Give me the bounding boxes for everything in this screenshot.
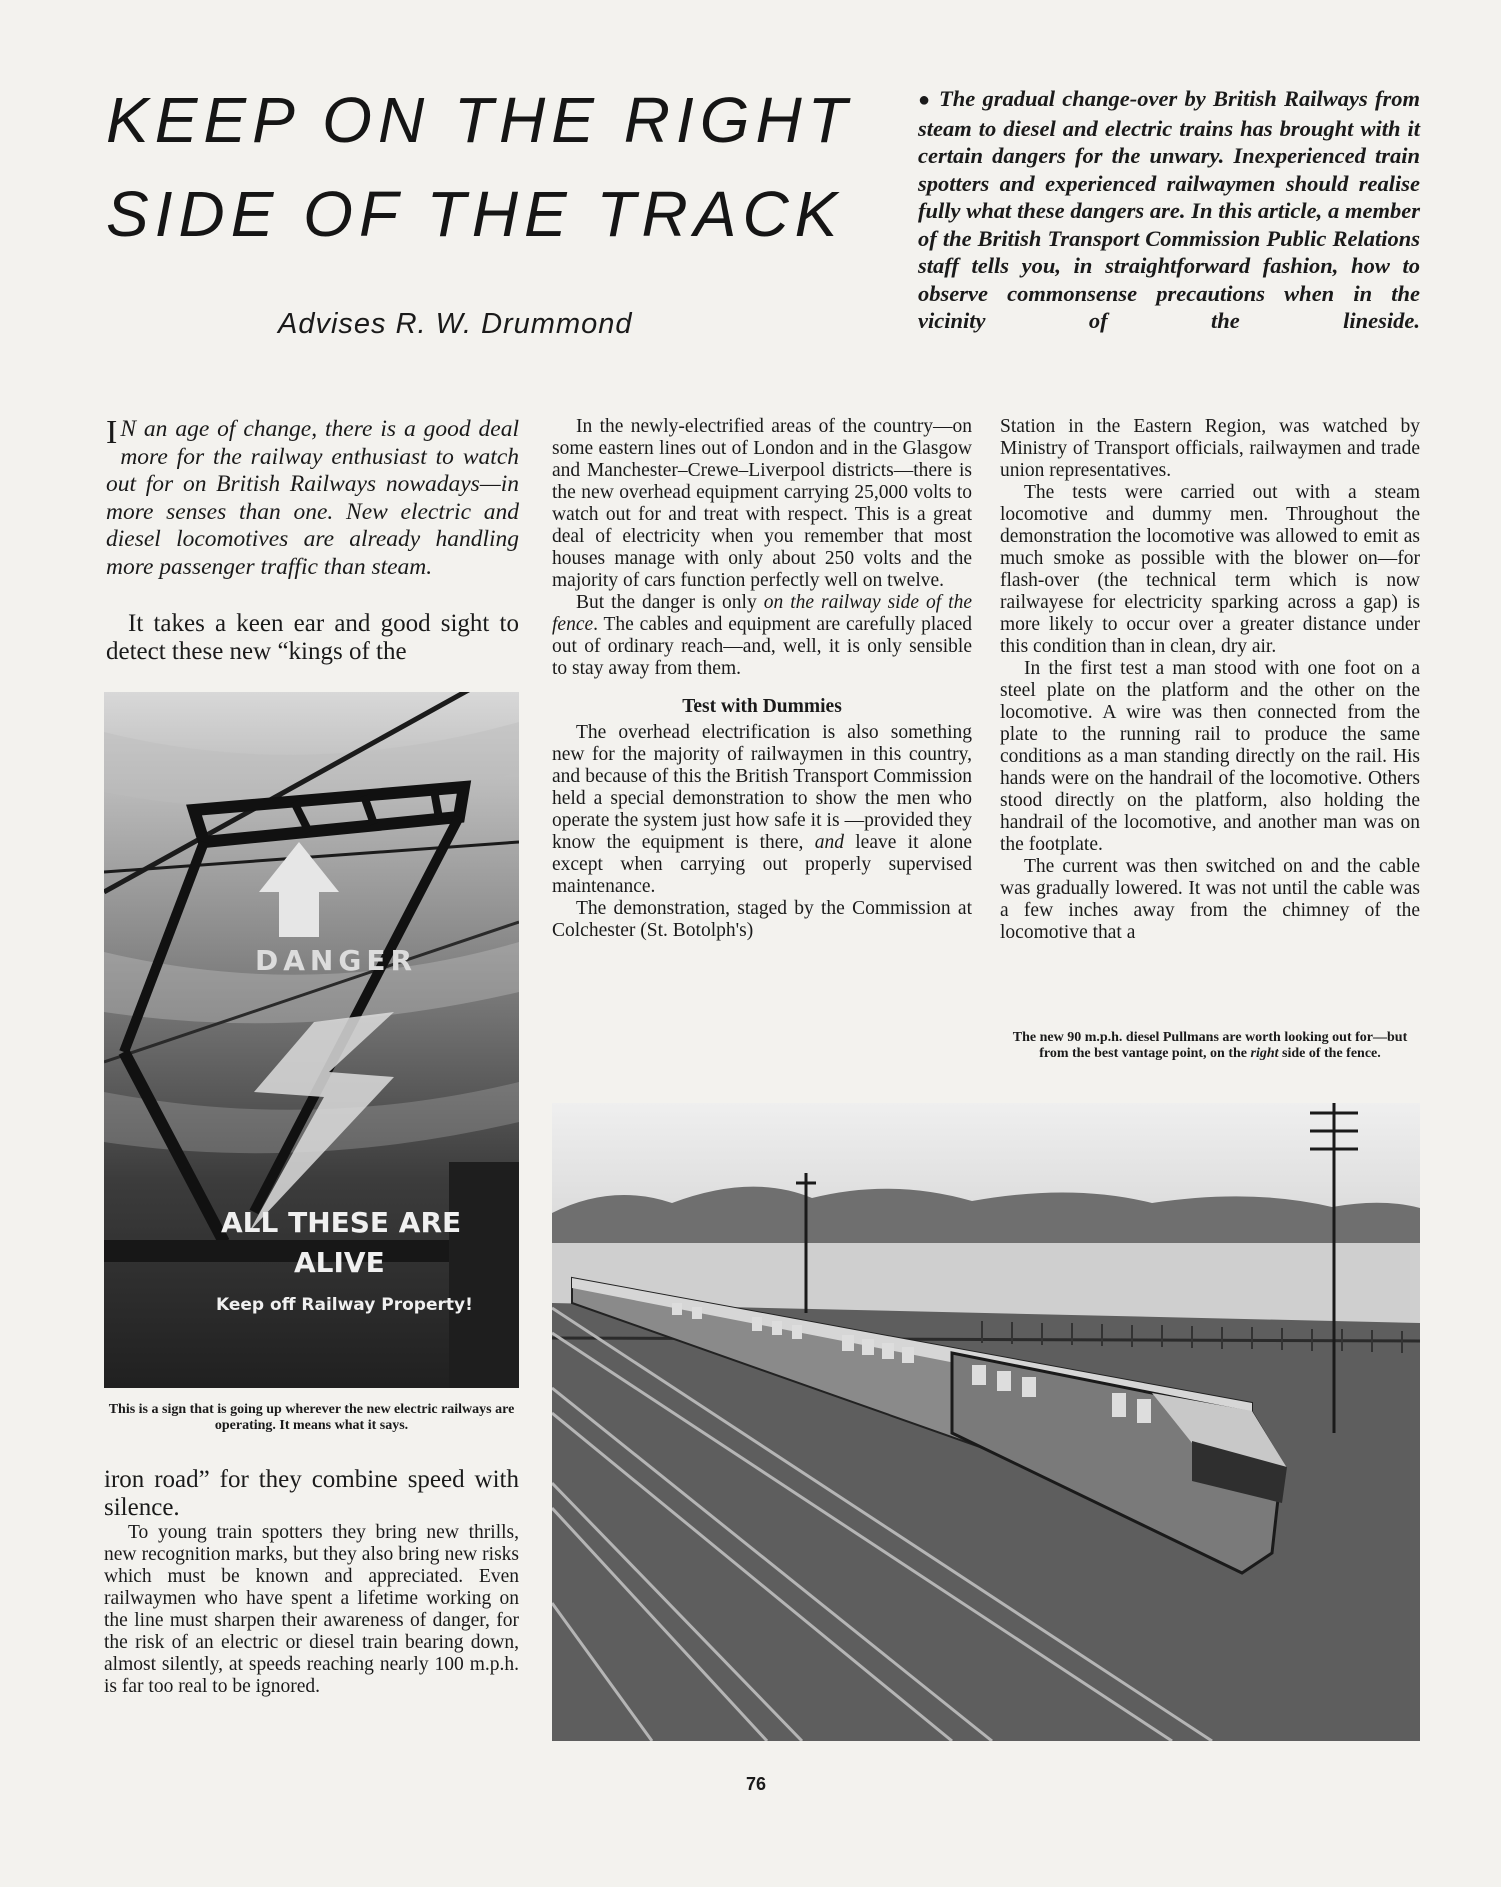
poster-line-1: ALL THESE ARE: [221, 1206, 462, 1239]
headline-line-1: KEEP ON THE RIGHT: [106, 84, 853, 156]
paragraph: The demonstration, staged by the Commission at Colchester (St. Botolph's): [552, 898, 972, 941]
poster-caption: This is a sign that is going up wherever the new electric railways are operating. It means what it says.: [108, 1402, 515, 1433]
paragraph: But the danger is only on the railway side of the fence. The cables and equipment are carefully placed out of ordinary reach—and, well, it is only sensible to stay away from them.: [552, 592, 972, 679]
column1-paragraph-2: [104, 1522, 519, 1698]
subheading: Test with Dummies: [682, 696, 842, 717]
lead-paragraph: [106, 416, 519, 581]
paragraph: The tests were carried out with a steam locomotive and dummy men. Throughout the demonstration the locomotive was allowed to emit as much smoke as possible with the blower on—for flash-over (the technical term which is now railwayese for electricity sparking across a gap) is more likely to occur over a greater distance under this condition than in clean, dry air.: [1000, 482, 1420, 657]
paragraph: To young train spotters they bring new thrills, new recognition marks, but they also bring new risks which must be known and appreciated. Even railwaymen who have spent a lifetime working on the line must sharpen their awareness of danger, for the risk of an electric or diesel train bearing down, almost silently, at speeds reaching nearly 100 m.p.h. is far too real to be ignored.: [104, 1522, 519, 1697]
emphasis: and: [814, 832, 844, 853]
train-photo-graphic: [552, 1103, 1420, 1741]
lead-continuation: It takes a keen ear and good sight to detect these new “kings of the: [106, 610, 519, 665]
column-2: [552, 416, 972, 942]
paragraph: Station in the Eastern Region, was watched by Ministry of Transport officials, railwaymen and trade union representatives.: [1000, 416, 1420, 481]
poster-line-3: Keep off Railway Property!: [216, 1295, 473, 1315]
train-caption: The new 90 m.p.h. diesel Pullmans are worth looking out for—but from the best vantage point, on the right side of the fence.: [1012, 1030, 1408, 1061]
poster-danger-word: DANGER: [255, 944, 418, 977]
poster-line-2: ALIVE: [294, 1246, 385, 1279]
column-3: [1000, 416, 1420, 944]
standfirst: [918, 85, 1420, 335]
column1-continuation: iron road” for they combine speed with silence.: [104, 1466, 519, 1521]
emphasis: right: [1250, 1046, 1279, 1061]
emphasis: on the railway side of the fence: [552, 592, 972, 635]
headline-line-2: SIDE OF THE TRACK: [106, 178, 844, 250]
page-number: 76: [746, 1774, 767, 1794]
paragraph: The current was then switched on and the cable was gradually lowered. It was not until the cable was a few inches away from the chimney of the locomotive that a: [1000, 856, 1420, 943]
danger-poster-graphic: [104, 692, 519, 1388]
paragraph: The overhead electrification is also something new for the majority of railwaymen in this country, and because of this the British Transport Commission held a special demonstration to show the men who operate the system just how safe it is —provided they know the equipment is there, and leave it alone except when carrying out properly supervised maintenance.: [552, 722, 972, 897]
train-photograph: [552, 1103, 1420, 1741]
paragraph: In the first test a man stood with one foot on a steel plate on the platform and the other on the locomotive. A wire was then connected from the plate to the running rail to produce the same conditions as a man standing directly on the rail. His hands were on the handrail of the locomotive. Others stood directly on the platform, also holding the handrail of the locomotive, and another man was on the footplate.: [1000, 658, 1420, 855]
lead-text: N an age of change, there is a good deal more for the railway enthusiast to watch out for on British Railways nowadays—in more senses than one. New electric and diesel locomotives are already handling more passenger traffic than steam.: [106, 416, 519, 580]
bullet-icon: ●: [918, 89, 932, 111]
danger-poster: [104, 692, 519, 1388]
standfirst-text: The gradual change-over by British Railways from steam to diesel and electric trains has brought with it certain dangers for the unwary. Inexperienced train spotters and experienced railwaymen should realise fully what these dangers are. In this article, a member of the British Transport Commission Public Relations staff tells you, in straightforward fashion, how to observe commonsense precautions when in the vicinity of the lineside.: [918, 86, 1420, 333]
paragraph: In the newly-electrified areas of the country—on some eastern lines out of London and in the Glasgow and Manchester–Crewe–Liverpool districts—there is the new overhead equipment carrying 25,000 volts to watch out for and treat with respect. This is a great deal of electricity when you remember that most houses manage with only about 250 volts and the majority of cars function perfectly well on twelve.: [552, 416, 972, 591]
byline: Advises R. W. Drummond: [278, 308, 633, 340]
drop-cap: I: [106, 414, 118, 451]
